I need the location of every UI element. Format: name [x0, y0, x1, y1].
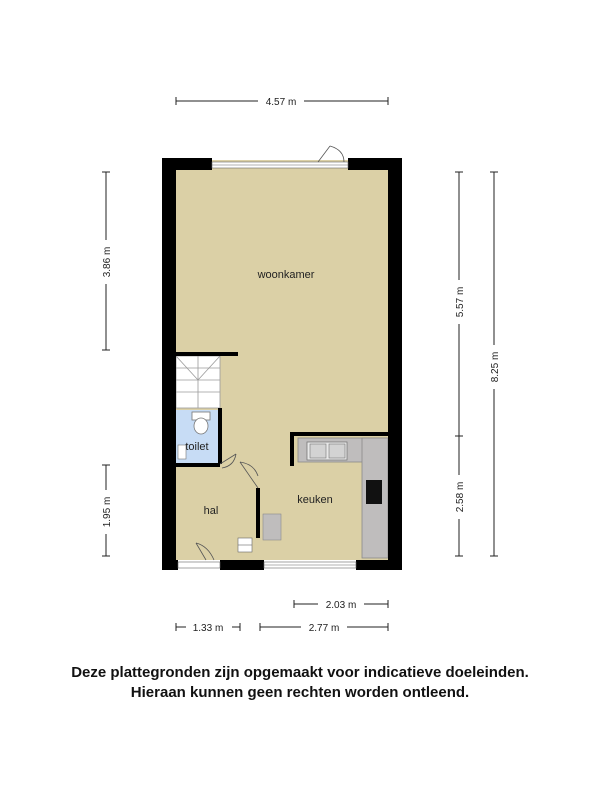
disclaimer — [0, 663, 600, 703]
room-label-woonkamer: woonkamer — [257, 269, 315, 281]
dim-bottom-upper: 2.03 m — [325, 600, 357, 611]
appliance-box — [263, 514, 281, 540]
sink-icon — [307, 442, 347, 460]
dim-right-outer: 8.25 m — [490, 351, 501, 383]
dim-right-inner-upper: 5.57 m — [455, 286, 466, 318]
staircase — [176, 356, 220, 408]
dim-left-lower: 1.95 m — [102, 496, 113, 528]
room-label-toilet: toilet — [185, 441, 209, 453]
dim-bottom-right: 2.77 m — [308, 623, 340, 634]
dim-bottom-left: 1.33 m — [192, 623, 224, 634]
window-bottom-right — [264, 562, 356, 568]
door-top — [318, 146, 344, 162]
meter-cupboard — [238, 538, 252, 552]
dim-right-inner-lower: 2.58 m — [455, 481, 466, 513]
window-top — [212, 162, 348, 168]
window-bottom-left — [178, 562, 220, 568]
dim-left-upper: 3.86 m — [102, 246, 113, 278]
disclaimer-line-1: Deze plattegronden zijn opgemaakt voor indicatieve doeleinden. — [71, 664, 529, 681]
disclaimer-line-2: Hieraan kunnen geen rechten worden ontleend. — [130, 684, 470, 701]
stove-icon — [366, 480, 382, 504]
room-label-hal: hal — [203, 505, 219, 517]
dim-top-width: 4.57 m — [265, 97, 297, 108]
room-label-keuken: keuken — [297, 494, 333, 506]
